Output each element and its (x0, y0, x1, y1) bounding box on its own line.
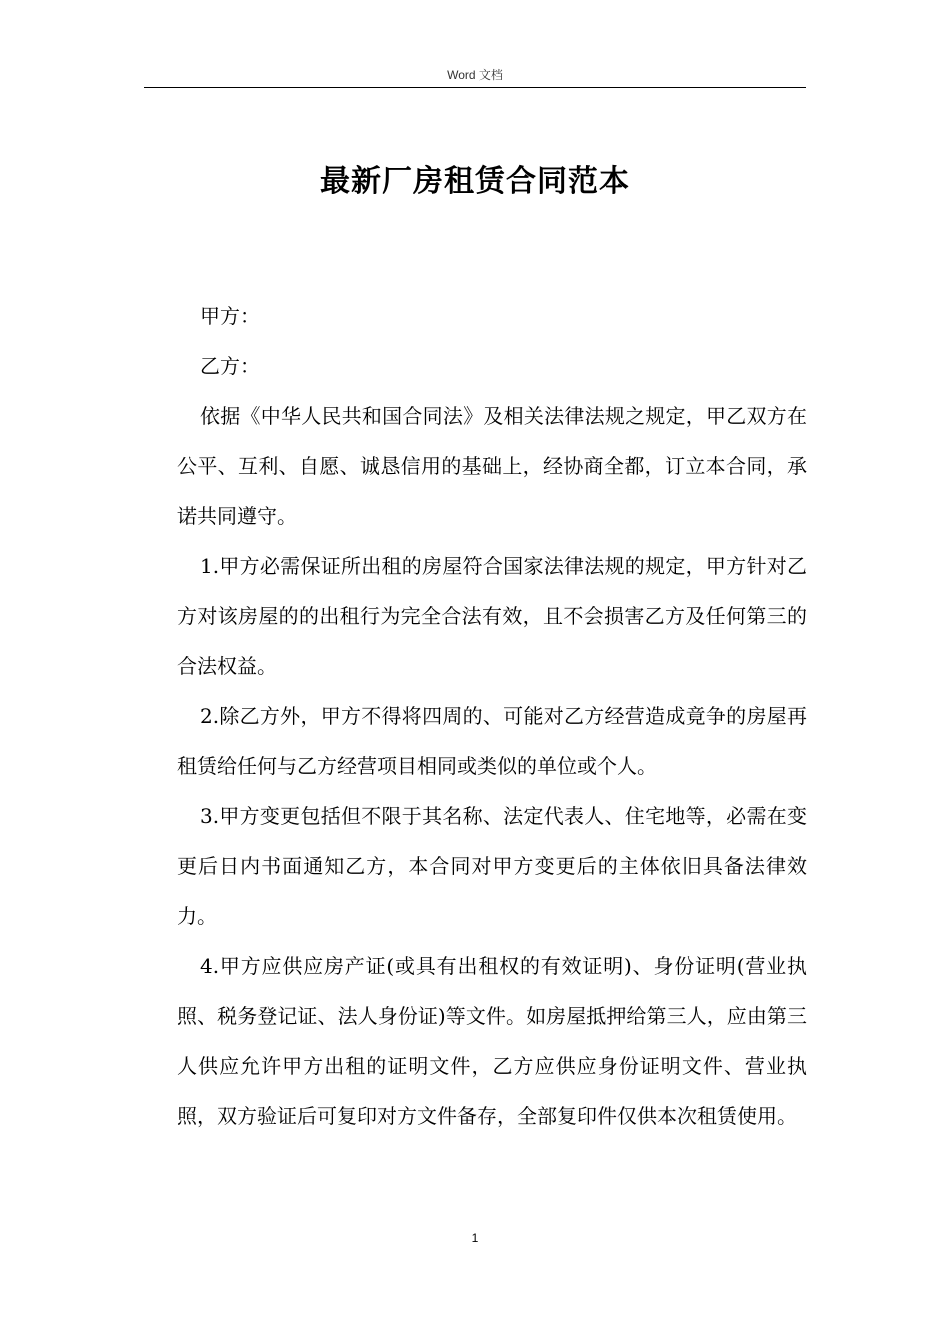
party-b-line: 乙方： (200, 354, 260, 378)
clause-3-paragraph: 3.甲方变更包括但不限于其名称、法定代表人、住宅地等，必需在变更后日内书面通知乙方，本合同对甲方变更后的主体依旧具备法律效力。 (177, 804, 807, 928)
clause-4-paragraph: 4.甲方应供应房产证(或具有出租权的有效证明)、身份证明(营业执照、税务登记证、法人身份证)等文件。如房屋抵押给第三人，应由第三人供应允许甲方出租的证明文件，乙方应供应身份证明文件、营业执照，双方验证后可复印对方文件备存，全部复印件仅供本次租赁使用。 (177, 954, 807, 1128)
header-divider (144, 87, 806, 88)
document-body (177, 291, 807, 1141)
page-header-label: Word 文档 (447, 68, 503, 82)
party-a-line: 甲方： (200, 304, 260, 328)
clause-1-paragraph: 1.甲方必需保证所出租的房屋符合国家法律法规的规定，甲方针对乙方对该房屋的的出租行为完全合法有效，且不会损害乙方及任何第三的合法权益。 (177, 554, 807, 678)
clause-2-paragraph: 2.除乙方外，甲方不得将四周的、可能对乙方经营造成竟争的房屋再租赁给任何与乙方经营项目相同或类似的单位或个人。 (177, 704, 807, 778)
page-number: 1 (471, 1231, 479, 1245)
preamble-paragraph: 依据《中华人民共和国合同法》及相关法律法规之规定，甲乙双方在公平、互利、自愿、诚恳信用的基础上，经协商全都，订立本合同，承诺共同遵守。 (177, 404, 807, 528)
document-title: 最新厂房租赁合同范本 (320, 164, 630, 199)
